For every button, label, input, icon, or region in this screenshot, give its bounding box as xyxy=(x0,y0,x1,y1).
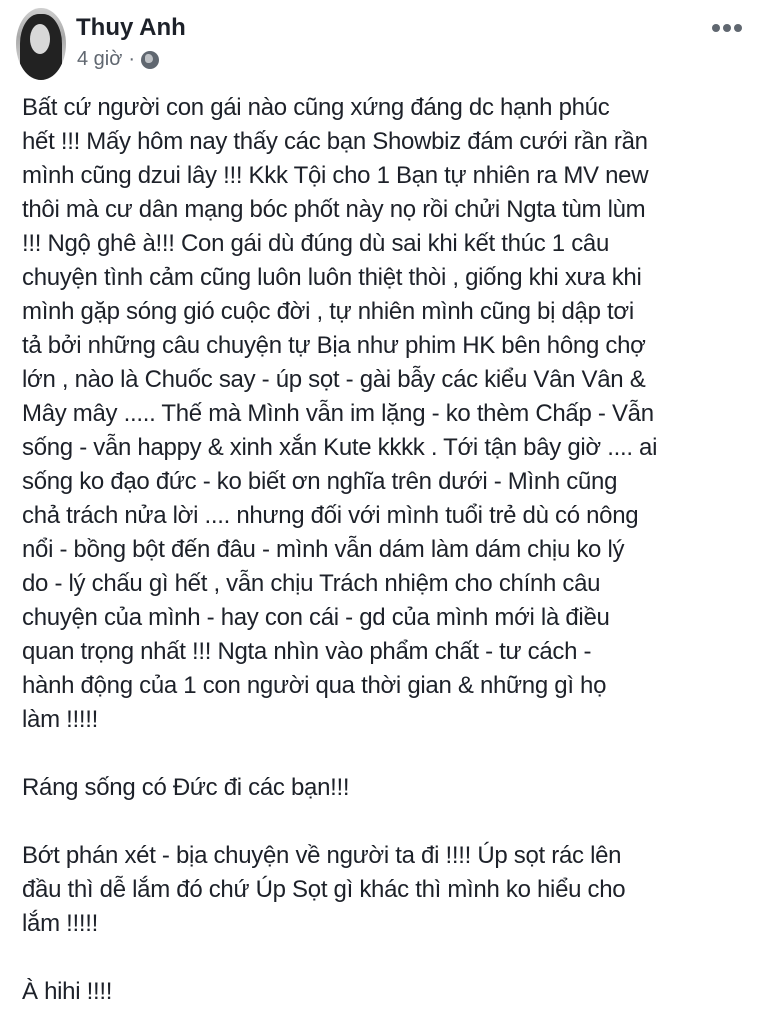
more-options-button[interactable] xyxy=(712,24,742,32)
blank-line xyxy=(22,941,657,975)
post-text-line: do - lý chấu gì hết , vẫn chịu Trách nhiệm cho chính câu xyxy=(22,570,601,597)
post-text-line: sống - vẫn happy & xinh xắn Kute kkkk . Tới tận bây giờ .... ai xyxy=(22,434,658,461)
post-text-line: chuyện của mình - hay con cái - gd của mình mới là điều xyxy=(22,604,610,631)
post-text-line: làm !!!!! xyxy=(22,706,98,733)
post-text-line: hành động của 1 con người qua thời gian & những gì họ xyxy=(22,672,607,699)
post-text-line: thôi mà cư dân mạng bóc phốt này nọ rồi chửi Ngta tùm lùm xyxy=(22,196,646,223)
meta-separator: · xyxy=(128,48,136,70)
more-dot xyxy=(723,24,731,32)
post-text-line: mình gặp sóng gió cuộc đời , tự nhiên mình cũng bị dập tơi xyxy=(22,298,634,325)
post-text xyxy=(22,91,657,1009)
blank-line xyxy=(22,805,657,839)
post-text-line: Bớt phán xét - bịa chuyện về người ta đi !!!! Úp sọt rác lên xyxy=(22,842,622,869)
author-name[interactable]: Thuy Anh xyxy=(76,14,186,41)
post-meta xyxy=(77,48,159,71)
post-text-line: !!! Ngộ ghê à!!! Con gái dù đúng dù sai khi kết thúc 1 câu xyxy=(22,230,609,257)
post-text-line: lớn , nào là Chuốc say - úp sọt - gài bẫy các kiểu Vân Vân & xyxy=(22,366,646,393)
post-text-line: Mây mây ..... Thế mà Mình vẫn im lặng - ko thèm Chấp - Vẫn xyxy=(22,400,654,427)
post-text-line: Ráng sống có Đức đi các bạn!!! xyxy=(22,774,350,801)
post-text-line: chuyện tình cảm cũng luôn luôn thiệt thòi , giống khi xưa khi xyxy=(22,264,642,291)
avatar[interactable] xyxy=(16,8,66,80)
post-text-line: lắm !!!!! xyxy=(22,910,98,937)
post-text-line: tả bởi những câu chuyện tự Bịa như phim HK bên hông chợ xyxy=(22,332,646,359)
post-time[interactable]: 4 giờ xyxy=(77,48,123,70)
post-text-line: À hihi !!!! xyxy=(22,978,113,1005)
post-text-line: mình cũng dzui lây !!! Kkk Tội cho 1 Bạn tự nhiên ra MV new xyxy=(22,162,649,189)
post-text-line: Bất cứ người con gái nào cũng xứng đáng dc hạnh phúc xyxy=(22,94,610,121)
post-text-line: sống ko đạo đức - ko biết ơn nghĩa trên dưới - Mình cũng xyxy=(22,468,618,495)
post-text-line: đầu thì dễ lắm đó chứ Úp Sọt gì khác thì mình ko hiểu cho xyxy=(22,876,626,903)
post-text-line: chả trách nửa lời .... nhưng đối với mình tuổi trẻ dù có nông xyxy=(22,502,639,529)
post-text-line: nổi - bồng bột đến đâu - mình vẫn dám làm dám chịu ko lý xyxy=(22,536,625,563)
more-dots-icon xyxy=(712,24,720,32)
blank-line xyxy=(22,737,657,771)
post-text-line: quan trọng nhất !!! Ngta nhìn vào phẩm chất - tư cách - xyxy=(22,638,592,665)
post-text-line: hết !!! Mấy hôm nay thấy các bạn Showbiz đám cưới rần rần xyxy=(22,128,648,155)
more-dot xyxy=(734,24,742,32)
globe-icon[interactable] xyxy=(141,51,159,69)
